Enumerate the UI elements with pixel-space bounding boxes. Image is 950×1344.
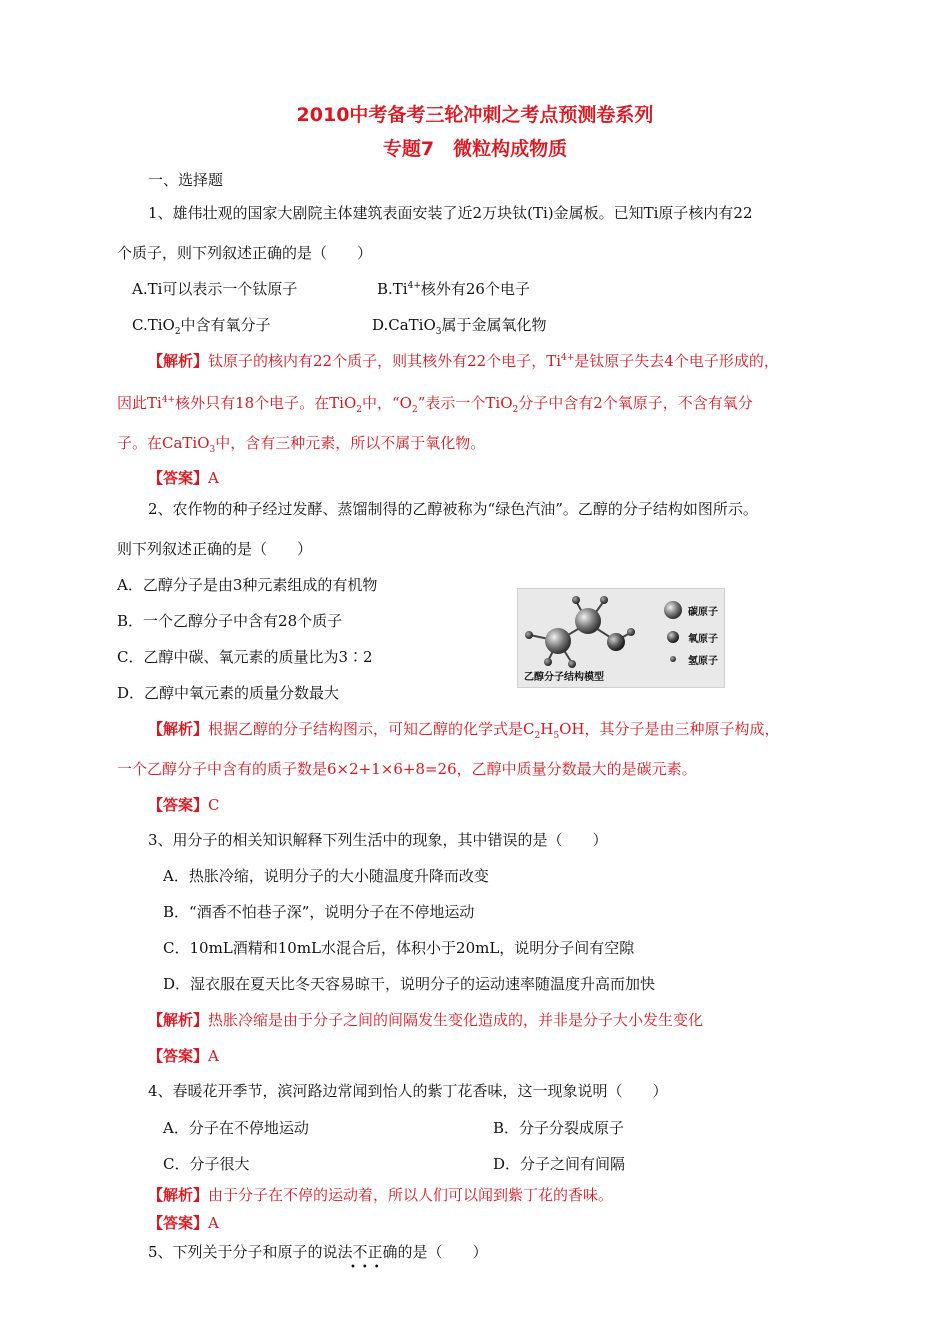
q2-analysis-line2: 一个乙醇分子中含有的质子数是6×2+1×6+8=26，乙醇中质量分数最大的是碳元素。 [117,760,697,778]
hydrogen-atom [544,658,552,666]
q1-analysis-line3: 子。在CaTiO$_3$中，含有三种元素，所以不属于氧化物。 [117,434,486,455]
legend-hydrogen-marker [670,656,676,662]
q4-stem: 4、春暖花开季节，滨河路边常闻到怡人的紫丁花香味，这一现象说明（ ） [148,1082,668,1100]
q3-option-b: B．“酒香不怕巷子深”，说明分子在不停地运动 [163,903,475,921]
hydrogen-atom [568,660,576,668]
q4-answer: 【答案】A [148,1214,219,1232]
q2-option-c: C．乙醇中碳、氧元素的质量比为3∶2 [117,648,373,666]
q1-analysis-line1: 【解析】钛原子的核内有22个质子，则其核外有22个电子，$Ti^{4+}$是钛原子失去4个电子形成的， [148,352,779,370]
figure-caption: 乙醇分子结构模型 [524,672,604,683]
q2-answer: 【答案】C [148,796,220,814]
q4-option-a: A．分子在不停地运动 [163,1119,309,1137]
q4-analysis: 【解析】由于分子在不停的运动着，所以人们可以闻到紫丁花的香味。 [148,1186,614,1204]
q1-option-d: D.CaTiO$_3$属于金属氧化物 [372,316,547,337]
hydrogen-atom [525,631,533,639]
document-subtitle: 专题7 微粒构成物质 [382,138,568,160]
hydrogen-atom [627,628,635,636]
q1-option-b: $B.Ti^{4+}$核外有26个电子 [377,280,530,298]
legend-carbon-marker [664,601,682,619]
q4-option-b: B．分子分裂成原子 [493,1119,625,1137]
q3-option-d: D．湿衣服在夏天比冬天容易晾干，说明分子的运动速率随温度升高而加快 [163,975,656,993]
carbon-atom [545,628,571,654]
legend-oxygen-label: 氧原子 [688,634,718,645]
carbon-atom [575,608,601,634]
q4-option-d: D．分子之间有间隔 [493,1155,626,1173]
legend-oxygen-marker [667,631,679,643]
q3-answer: 【答案】A [148,1047,219,1065]
document-title: 2010中考备考三轮冲刺之考点预测卷系列 [296,104,654,126]
q4-option-c: C．分子很大 [163,1155,250,1173]
hydrogen-atom [600,596,608,604]
q1-answer: 【答案】A [148,469,219,487]
q3-analysis: 【解析】热胀冷缩是由于分子之间的间隔发生变化造成的，并非是分子大小发生变化 [148,1011,704,1029]
q2-option-b: B．一个乙醇分子中含有28个质子 [117,612,343,630]
q1-analysis-line2: 因此$Ti^{4+}$核外只有18个电子。在TiO$_2$中，“$O_2$”表示一个TiO$_2$分子中含有2个氧原子，不含有氧分 [117,394,753,415]
q1-option-c: C.TiO$_2$中含有氧分子 [132,316,271,337]
q2-stem-line1: 2、农作物的种子经过发酵、蒸馏制得的乙醇被称为“绿色汽油”。乙醇的分子结构如图所示。 [148,500,758,518]
legend-carbon-label: 碳原子 [688,607,718,618]
ethanol-molecule-figure [517,588,725,688]
emphasis-dots: ••• [350,1262,386,1273]
section-heading: 一、选择题 [148,171,224,189]
q3-option-a: A．热胀冷缩，说明分子的大小随温度升降而改变 [163,867,489,885]
q2-stem-line2: 则下列叙述正确的是（ ） [117,540,313,558]
q5-stem: 5、下列关于分子和原子的说法不正确的是（ ） [148,1243,488,1261]
legend-hydrogen-label: 氢原子 [688,656,718,667]
hydrogen-atom [572,596,580,604]
q2-analysis-line1: 【解析】根据乙醇的分子结构图示，可知乙醇的化学式是$C_2H_5OH$，其分子是由三种原子构成， [148,720,780,741]
q2-option-a: A．乙醇分子是由3种元素组成的有机物 [117,576,378,594]
q1-option-a: A.Ti可以表示一个钛原子 [132,280,298,298]
q1-stem-line1: 1、雄伟壮观的国家大剧院主体建筑表面安装了近2万块钛(Ti)金属板。已知Ti原子核内有22 [148,204,753,222]
q3-stem: 3、用分子的相关知识解释下列生活中的现象，其中错误的是（ ） [148,831,608,849]
q1-stem-line2: 个质子，则下列叙述正确的是（ ） [117,244,373,262]
q2-option-d: D．乙醇中氧元素的质量分数最大 [117,684,340,702]
oxygen-atom [607,633,625,651]
q3-option-c: C．10mL酒精和10mL水混合后，体积小于20mL，说明分子间有空隙 [163,939,635,957]
bond-lines [530,601,630,663]
